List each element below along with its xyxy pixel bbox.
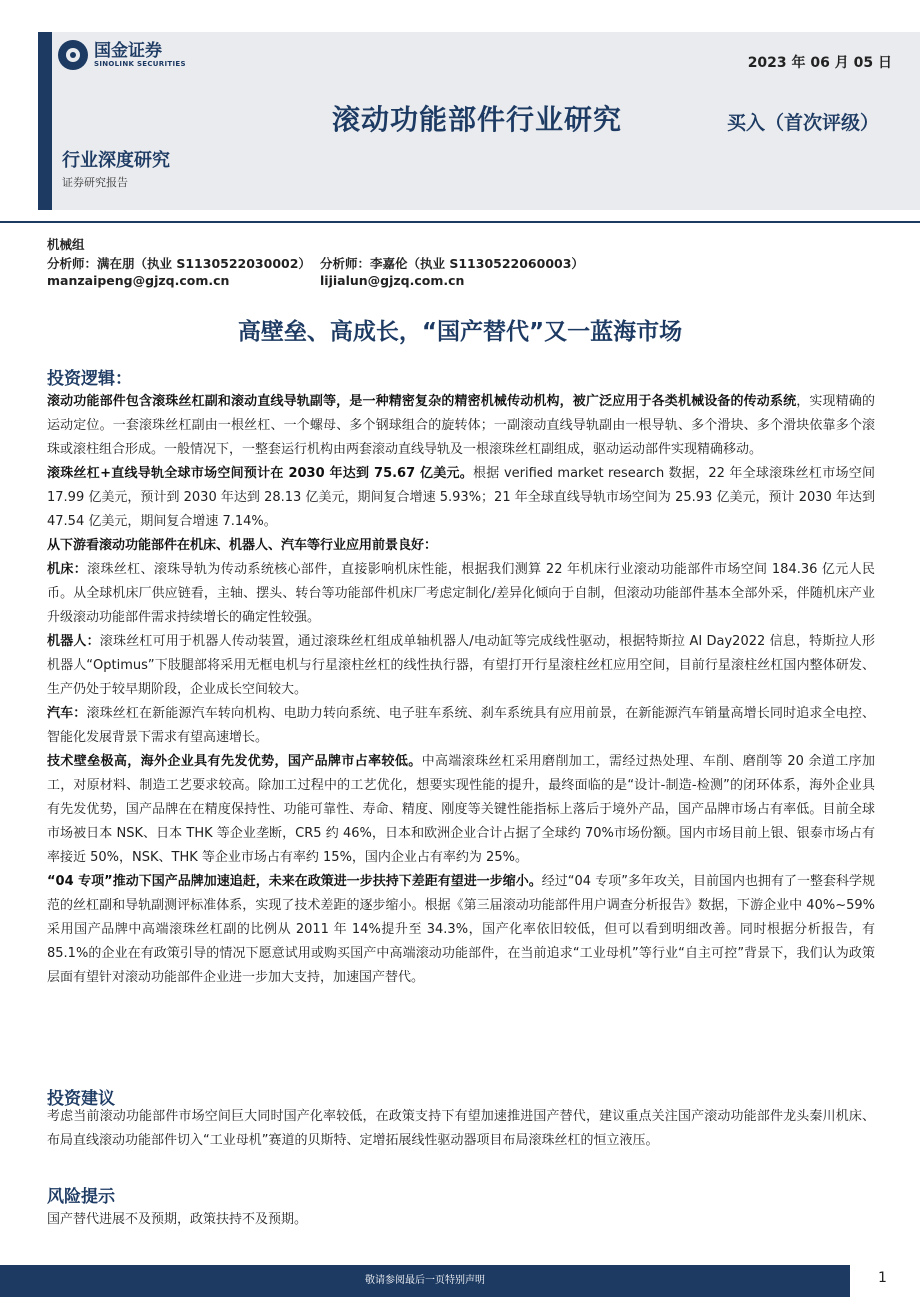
analyst-2-email[interactable]: lijialun@gjzq.com.cn <box>320 273 465 288</box>
logo-icon <box>58 40 88 70</box>
analyst-1: 分析师：满在朋（执业 S1130522030002） <box>47 256 311 271</box>
paragraph: 滚动功能部件包含滚珠丝杠副和滚动直线导轨副等，是一种精密复杂的精密机械传动机构，被广泛应用于各类机械设备的传动系统，实现精确的运动定位。一套滚珠丝杠副由一根丝杠、一个螺母、多个钢球组合的旋转体；一副滚动直线导轨副由一根导轨、多个滑块、多个滑块依靠多个滚珠或滚柱组合形成。一般情况下，一整套运行机构由两套滚动直线导轨及一根滚珠丝杠副组成，驱动运动部件实现精确移动。 <box>47 394 875 457</box>
analyst-line <box>47 254 584 272</box>
footer-notice: 敬请参阅最后一页特别声明 <box>0 1265 850 1297</box>
section-title-advice: 投资建议 <box>47 1089 115 1109</box>
paragraph: “04 专项”推动下国产品牌加速追赶，未来在政策进一步扶持下差距有望进一步缩小。经过“04 专项”多年攻关，目前国内也拥有了一整套科学规范的丝杠副和导轨副测评标准体系，实现了技术差距的逐步缩小。根据《第三届滚动功能部件用户调查分析报告》数据，下游企业中 40%~59%采用国产品牌中高端滚珠丝杠副的比例从 2011 年 14%提升至 34.3%，国产化率依旧较低，但可以看到明细改善。同时根据分析报告，有 85.1%的企业在有政策引导的情况下愿意试用或购买国产中高端滚动功能部件，在当前追求“工业母机”等行业“自主可控”背景下，我们认为政策层面有望针对滚动功能部件企业进一步加大支持，加速国产替代。 <box>47 874 875 985</box>
page-number: 1 <box>878 1270 887 1286</box>
paragraph: 技术壁垒极高，海外企业具有先发优势，国产品牌市占率较低。中高端滚珠丝杠采用磨削加工，需经过热处理、车削、磨削等 20 余道工序加工，对原材料、制造工艺要求较高。除加工过程中的工艺优化，想要实现性能的提升，最终面临的是“设计-制造-检测”的闭环体系，海外企业具有先发优势，国产品牌在在精度保持性、功能可靠性、寿命、精度、刚度等关键性能指标上落后于境外产品，国产品牌市场占有率低。目前全球市场被日本 NSK、日本 THK 等企业垄断，CR5 约 46%，日本和欧洲企业合计占据了全球约 70%市场份额。国内市场目前上银、银泰市场占有率接近 50%，NSK、THK 等企业市场占有率约 15%，国内企业占有率约为 25%。 <box>47 754 875 865</box>
report-subtitle: 证券研究报告 <box>62 176 128 189</box>
header-divider <box>0 221 920 223</box>
risk-body <box>47 1208 875 1232</box>
rating: 买入（首次评级） <box>727 112 880 134</box>
section-title-logic: 投资逻辑： <box>47 369 132 389</box>
analyst-1-email[interactable]: manzaipeng@gjzq.com.cn <box>47 273 230 288</box>
header-accent-bar <box>38 32 52 210</box>
paragraph: 滚珠丝杠+直线导轨全球市场空间预计在 2030 年达到 75.67 亿美元。根据 verified market research 数据，22 年全球滚珠丝杠市场空间 17.99 亿美元，预计到 2030 年达到 28.13 亿美元，期间复合增速 5.93%；21 年全球直线导轨市场空间为 25.93 亿美元，预计 2030 年达到 47.54 亿美元，期间复合增速 7.14%。 <box>47 466 875 529</box>
report-date: 2023 年 06 月 05 日 <box>747 55 892 71</box>
paragraph: 汽车：滚珠丝杠在新能源汽车转向机构、电助力转向系统、电子驻车系统、刹车系统具有应用前景，在新能源汽车销量高增长同时追求全电控、智能化发展背景下需求有望高速增长。 <box>47 706 875 745</box>
headline: 高壁垒、高成长，“国产替代”又一蓝海市场 <box>237 319 683 345</box>
paragraph: 机器人：滚珠丝杠可用于机器人传动装置，通过滚珠丝杠组成单轴机器人/电动缸等完成线性驱动，根据特斯拉 AI Day2022 信息，特斯拉人形机器人“Optimus”下肢腿部将采用无框电机与行星滚柱丝杠的线性执行器，有望打开行星滚柱丝杠应用空间，目前行星滚柱丝杠国内整体研发、生产仍处于较早期阶段，企业成长空间较大。 <box>47 634 875 697</box>
paragraph: 国产替代进展不及预期，政策扶持不及预期。 <box>47 1212 308 1227</box>
section-title-risk: 风险提示 <box>47 1187 115 1207</box>
analyst-group: 机械组 <box>47 237 85 252</box>
company-logo <box>58 40 186 70</box>
paragraph: 考虑当前滚动功能部件市场空间巨大同时国产化率较低，在政策支持下有望加速推进国产替代，建议重点关注国产滚动功能部件龙头秦川机床、布局直线滚动功能部件切入“工业母机”赛道的贝斯特、定增拓展线性驱动器项目布局滚珠丝杠的恒立液压。 <box>47 1109 875 1148</box>
report-type: 行业深度研究 <box>62 150 170 171</box>
logo-en: SINOLINK SECURITIES <box>94 60 186 68</box>
report-title: 滚动功能部件行业研究 <box>332 103 623 136</box>
analyst-2: 分析师：李嘉伦（执业 S1130522060003） <box>320 256 584 271</box>
paragraph: 从下游看滚动功能部件在机床、机器人、汽车等行业应用前景良好： <box>47 538 438 553</box>
analyst-email-line <box>47 273 465 288</box>
logic-body <box>47 390 875 990</box>
logo-cn: 国金证券 <box>94 41 162 61</box>
paragraph: 机床：滚珠丝杠、滚珠导轨为传动系统核心部件，直接影响机床性能，根据我们测算 22 年机床行业滚动功能部件市场空间 184.36 亿元人民币。从全球机床厂供应链看，主轴、摆头、转台等功能部件机床厂考虑定制化/差异化倾向于自制，但滚动功能部件基本全部外采，伴随机床产业升级滚动功能部件需求持续增长的确定性较强。 <box>47 562 875 625</box>
advice-body <box>47 1105 875 1153</box>
